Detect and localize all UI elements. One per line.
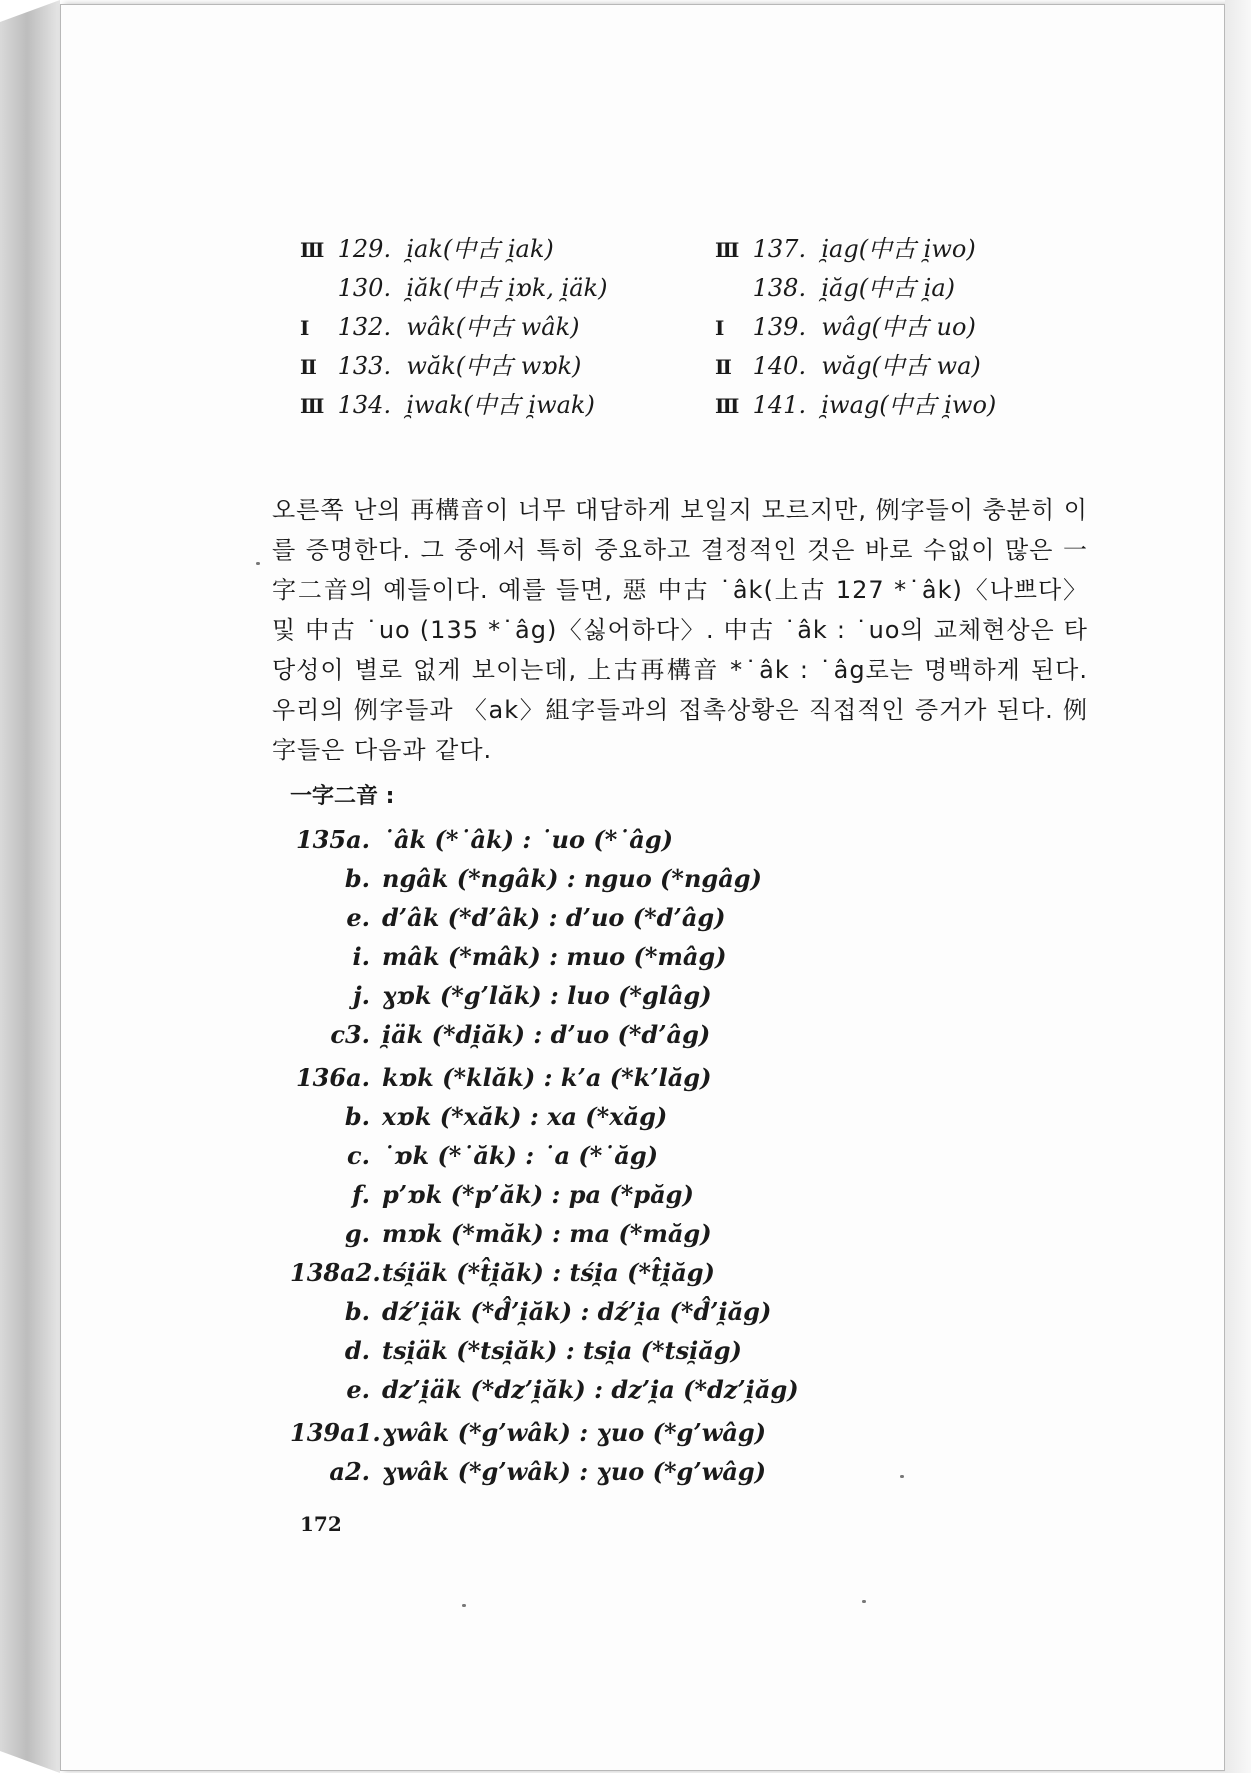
- example-row: [290, 937, 990, 976]
- example-label: d.: [344, 1336, 370, 1365]
- example-row: [290, 1413, 990, 1452]
- reconstruction-left: [300, 386, 595, 426]
- example-text: i̯äk (*di̯ăk) : d’uo (*d’âg): [382, 1020, 711, 1049]
- example-row: [290, 1015, 990, 1054]
- print-speck: [256, 562, 260, 565]
- examples-list: [290, 780, 990, 1491]
- reconstruction-row: [300, 347, 1020, 386]
- example-text: ɣɒk (*g’lăk) : luo (*glâg): [382, 981, 712, 1010]
- example-row: [290, 820, 990, 859]
- class-numeral: Ⅱ: [300, 355, 317, 379]
- example-text: dź’i̯äk (*d̂’i̯ăk) : dź’i̯a (*d̂’i̯ăg): [382, 1297, 772, 1326]
- class-numeral: Ⅰ: [300, 316, 310, 340]
- example-text: mâk (*mâk) : muo (*mâg): [382, 942, 727, 971]
- example-label: g.: [344, 1219, 370, 1248]
- example-label: b.: [344, 1297, 370, 1326]
- entry-number: 138.: [752, 274, 807, 302]
- example-text: ˙âk (*˙âk) : ˙uo (*˙âg): [382, 825, 673, 854]
- reconstruction-table: [300, 230, 1020, 425]
- entry-text: i̯ak(中古 i̯ak): [406, 235, 554, 263]
- entry-number: 134.: [337, 391, 392, 419]
- entry-number: 129.: [337, 235, 392, 263]
- example-row: [290, 1136, 990, 1175]
- example-row: [290, 1292, 990, 1331]
- class-numeral: Ⅲ: [300, 238, 325, 262]
- entry-text: wâg(中古 uo): [821, 313, 976, 341]
- body-paragraph: 오른쪽 난의 再構音이 너무 대담하게 보일지 모르지만, 例字들이 충분히 이를 증명한다. 그 중에서 특히 중요하고 결정적인 것은 바로 수없이 많은 一字二音의 예들이다. 예를 들면, 惡 中古 ˙âk(上古 127 *˙âk)〈나쁘다〉 및 中古 ˙uo (135 *˙âg)〈싫어하다〉. 中古 ˙âk : ˙uo의 교체현상은 타당성이 별로 없게 보이는데, 上古再構音 *˙âk : ˙âg로는 명백하게 된다. 우리의 例字들과 〈ak〉組字들과의 접촉상황은 직접적인 증거가 된다. 例字들은 다음과 같다.: [272, 496, 1088, 764]
- class-numeral: Ⅲ: [715, 238, 740, 262]
- class-numeral: Ⅲ: [715, 394, 740, 418]
- example-label: 136a.: [295, 1063, 370, 1092]
- example-label: j.: [352, 981, 370, 1010]
- example-label: e.: [346, 903, 370, 932]
- example-text: ngâk (*ngâk) : nguo (*ngâg): [382, 864, 762, 893]
- example-label: 135a.: [295, 825, 370, 854]
- entry-text: wăg(中古 wa): [821, 352, 981, 380]
- example-text: tsi̯äk (*tsi̯ăk) : tsi̯a (*tsi̯ăg): [382, 1336, 742, 1365]
- example-label: b.: [344, 864, 370, 893]
- example-label: a2.: [329, 1457, 370, 1486]
- example-text: xɒk (*xăk) : xa (*xăg): [382, 1102, 668, 1131]
- example-label: c.: [347, 1141, 370, 1170]
- reconstruction-row: [300, 386, 1020, 425]
- example-label: 139a1.: [290, 1418, 381, 1447]
- example-text: d’âk (*d’âk) : d’uo (*d’âg): [382, 903, 726, 932]
- entry-text: wăk(中古 wɒk): [406, 352, 582, 380]
- entry-number: 133.: [337, 352, 392, 380]
- example-label: i.: [352, 942, 370, 971]
- entry-number: 130.: [337, 274, 392, 302]
- example-row: [290, 1097, 990, 1136]
- reconstruction-row: [300, 269, 1020, 308]
- entry-text: i̯ag(中古 i̯wo): [821, 235, 976, 263]
- example-label: 138a2.: [290, 1258, 381, 1287]
- example-label: e.: [346, 1375, 370, 1404]
- reconstruction-right: [715, 308, 976, 348]
- entry-text: i̯wag(中古 i̯wo): [821, 391, 997, 419]
- example-row: [290, 976, 990, 1015]
- print-speck: [462, 1604, 466, 1607]
- example-text: kɒk (*klăk) : k’a (*k’lăg): [382, 1063, 712, 1092]
- example-row: [290, 1452, 990, 1491]
- reconstruction-left: [300, 230, 554, 270]
- reconstruction-left: [300, 269, 607, 308]
- entry-number: 137.: [752, 235, 807, 263]
- entry-number: 139.: [752, 313, 807, 341]
- example-text: ɣwâk (*g’wâk) : ɣuo (*g’wâg): [382, 1418, 767, 1447]
- example-row: [290, 1058, 990, 1097]
- reconstruction-right: [715, 347, 981, 387]
- example-row: [290, 1253, 990, 1292]
- entry-number: 141.: [752, 391, 807, 419]
- example-text: mɒk (*măk) : ma (*măg): [382, 1219, 712, 1248]
- entry-text: i̯wak(中古 i̯wak): [406, 391, 595, 419]
- example-row: [290, 1175, 990, 1214]
- example-label: b.: [344, 1102, 370, 1131]
- example-label: c3.: [330, 1020, 370, 1049]
- reconstruction-left: [300, 308, 580, 348]
- reconstruction-row: [300, 308, 1020, 347]
- example-row: [290, 898, 990, 937]
- reconstruction-right: [715, 386, 996, 426]
- book-spine: [0, 0, 60, 1773]
- reconstruction-right: [715, 269, 955, 308]
- class-numeral: Ⅰ: [715, 316, 725, 340]
- entry-text: i̯ăg(中古 i̯a): [821, 274, 956, 302]
- reconstruction-row: [300, 230, 1020, 269]
- example-row: [290, 859, 990, 898]
- example-row: [290, 1331, 990, 1370]
- reconstruction-left: [300, 347, 581, 387]
- page-edge: [1225, 0, 1251, 1773]
- reconstruction-right: [715, 230, 976, 270]
- entry-number: 132.: [337, 313, 392, 341]
- entry-number: 140.: [752, 352, 807, 380]
- entry-text: wâk(中古 wâk): [406, 313, 580, 341]
- example-row: [290, 1370, 990, 1409]
- class-numeral: Ⅲ: [300, 394, 325, 418]
- example-row: [290, 1214, 990, 1253]
- example-text: ˙ɒk (*˙ăk) : ˙a (*˙ăg): [382, 1141, 658, 1170]
- example-text: tśi̯äk (*t̂i̯ăk) : tśi̯a (*t̂i̯ăg): [382, 1258, 715, 1287]
- print-speck: [862, 1600, 866, 1603]
- example-text: p’ɒk (*p’ăk) : pa (*păg): [382, 1180, 694, 1209]
- page-number: 172: [300, 1512, 342, 1536]
- examples-heading: 一字二音 :: [290, 784, 395, 809]
- print-speck: [900, 1475, 904, 1478]
- example-text: ɣwâk (*g’wâk) : ɣuo (*g’wâg): [382, 1457, 767, 1486]
- class-numeral: Ⅱ: [715, 355, 732, 379]
- example-label: f.: [352, 1180, 370, 1209]
- example-text: dz’i̯äk (*dz’i̯ăk) : dz’i̯a (*dz’i̯ăg): [382, 1375, 799, 1404]
- entry-text: i̯ăk(中古 i̯ɒk, i̯äk): [406, 274, 608, 302]
